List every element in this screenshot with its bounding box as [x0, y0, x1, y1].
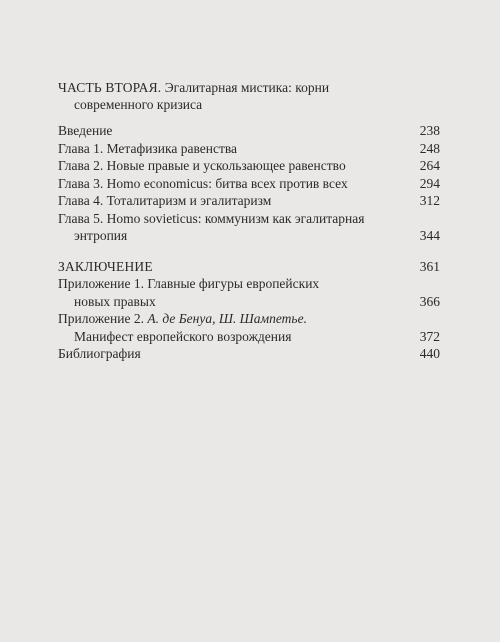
toc-entry-page: 361 [419, 258, 440, 274]
toc-entry-label: Глава 3. Homo economicus: битва всех против всех [58, 175, 348, 191]
toc-entry-page: 294 [419, 175, 440, 191]
toc-entry-page: 312 [419, 193, 440, 208]
section-gap [58, 245, 440, 258]
toc-entry-label-line1: Глава 5. Homo sovieticus: коммунизм как эгалитарная [58, 210, 365, 226]
toc-entry-conclusion [58, 258, 440, 276]
toc-entry-bibliography [58, 345, 440, 363]
toc-entry-page: 248 [419, 140, 440, 156]
toc-entry-page: 238 [419, 123, 440, 138]
toc-entry-label: ЗАКЛЮЧЕНИЕ [58, 258, 153, 274]
toc-entry-page: 344 [419, 228, 440, 243]
toc-entry-chapter-4 [58, 192, 440, 210]
toc-entry-chapter-3 [58, 175, 440, 193]
toc-entry-chapter-2 [58, 157, 440, 175]
toc-entry-appendix-2 [58, 310, 440, 345]
toc-entry-label [58, 210, 406, 245]
toc-entry-label-line2: энтропия [74, 228, 128, 243]
toc-entry-label: Библиография [58, 346, 141, 361]
toc-entry-label: Глава 2. Новые правые и ускользающее равенство [58, 158, 346, 173]
toc-entry-label-prefix: Приложение 2. [58, 311, 148, 326]
part-two-title-line1: Эгалитарная мистика: корни [164, 80, 330, 95]
toc-entry-label-line2: Манифест европейского возрождения [74, 328, 292, 344]
toc-entry-page: 372 [419, 328, 440, 344]
toc-entry-label-line1: Приложение 1. Главные фигуры европейских [58, 276, 320, 291]
toc-entry-appendix-1 [58, 275, 440, 310]
toc-entry-label-line2: новых правых [74, 293, 156, 309]
toc-entry-label: Введение [58, 123, 113, 138]
part-two-title-line2: современного кризиса [74, 97, 203, 112]
toc-entry-page: 440 [419, 346, 440, 361]
toc-entry-page: 264 [419, 158, 440, 173]
part-two-heading: ЧАСТЬ ВТОРАЯ. [58, 80, 162, 95]
part-two-title [58, 79, 440, 113]
toc-entry-label [58, 275, 406, 310]
toc-entry-authors: А. де Бенуа, Ш. Шампетье. [147, 311, 307, 326]
toc-entry-page: 366 [419, 293, 440, 309]
toc-entry-label: Глава 4. Тоталитаризм и эгалитаризм [58, 193, 272, 208]
toc-entry-introduction [58, 122, 440, 140]
toc-entry-chapter-1 [58, 140, 440, 158]
toc-entry-label: Глава 1. Метафизика равенства [58, 140, 238, 156]
table-of-contents [58, 79, 440, 363]
toc-entry-chapter-5 [58, 210, 440, 245]
toc-entry-label [58, 310, 406, 345]
